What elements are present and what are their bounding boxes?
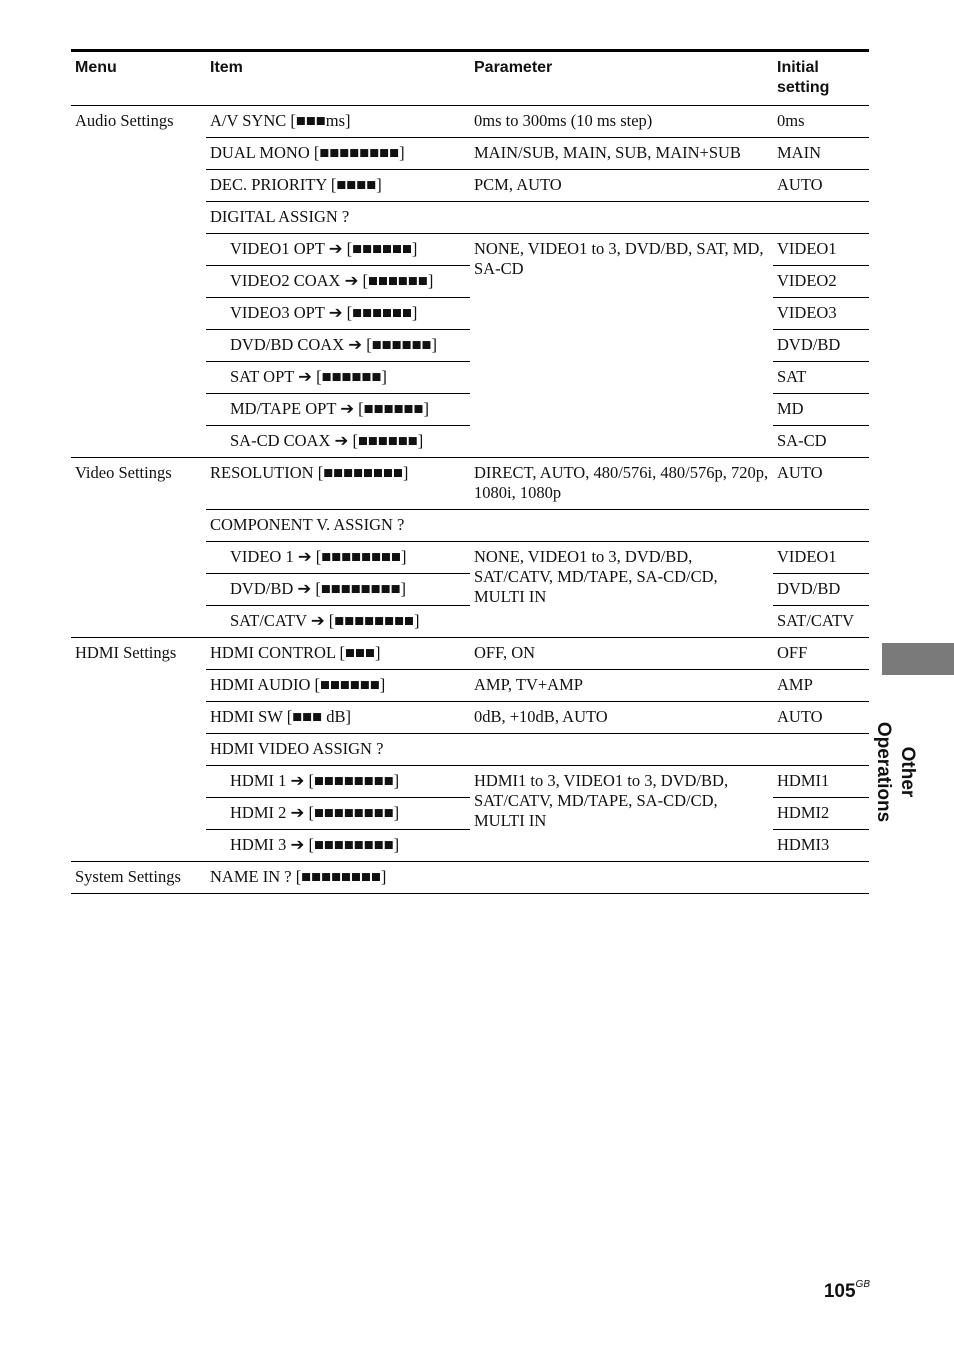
initial-cell: HDMI3 [773,830,869,862]
section-side-label: Other Operations [873,721,918,823]
table-row [71,106,869,138]
initial-cell: MAIN [773,138,869,170]
page-number-value: 105 [823,1281,856,1302]
item-cell: HDMI VIDEO ASSIGN ? [206,734,470,766]
header-initial-setting: Initial setting [773,51,869,106]
header-menu: Menu [71,51,206,106]
item-cell: SAT/CATV ➔ [■■■■■■■■] [206,606,470,638]
initial-cell: VIDEO1 [773,542,869,574]
item-cell: DVD/BD COAX ➔ [■■■■■■] [206,330,470,362]
item-cell: VIDEO1 OPT ➔ [■■■■■■] [206,234,470,266]
item-cell: DEC. PRIORITY [■■■■] [206,170,470,202]
initial-cell: 0ms [773,106,869,138]
item-cell: COMPONENT V. ASSIGN ? [206,510,470,542]
item-cell: MD/TAPE OPT ➔ [■■■■■■] [206,394,470,426]
parameter-cell: 0dB, +10dB, AUTO [470,702,773,734]
table-header-row [71,51,869,106]
item-cell: DVD/BD ➔ [■■■■■■■■] [206,574,470,606]
parameter-cell: NONE, VIDEO1 to 3, DVD/BD, SAT, MD, SA-CD [470,234,773,458]
header-parameter: Parameter [470,51,773,106]
initial-cell: SAT [773,362,869,394]
parameter-cell [470,734,773,766]
initial-cell: HDMI2 [773,798,869,830]
menu-cell: Audio Settings [71,106,206,458]
initial-cell: SA-CD [773,426,869,458]
item-cell: RESOLUTION [■■■■■■■■] [206,458,470,510]
table-row [71,458,869,510]
parameter-cell: HDMI1 to 3, VIDEO1 to 3, DVD/BD, SAT/CATV, MD/TAPE, SA-CD/CD, MULTI IN [470,766,773,862]
parameter-cell: OFF, ON [470,638,773,670]
menu-cell: Video Settings [71,458,206,638]
initial-cell: AUTO [773,458,869,510]
item-cell: VIDEO 1 ➔ [■■■■■■■■] [206,542,470,574]
initial-cell: OFF [773,638,869,670]
parameter-cell: NONE, VIDEO1 to 3, DVD/BD, SAT/CATV, MD/TAPE, SA-CD/CD, MULTI IN [470,542,773,638]
item-cell: HDMI 1 ➔ [■■■■■■■■] [206,766,470,798]
initial-cell: AMP [773,670,869,702]
table-row [71,862,869,894]
item-cell: VIDEO3 OPT ➔ [■■■■■■] [206,298,470,330]
initial-cell [773,202,869,234]
table-row [71,638,869,670]
item-cell: VIDEO2 COAX ➔ [■■■■■■] [206,266,470,298]
page-number [823,1278,870,1303]
initial-cell: AUTO [773,170,869,202]
parameter-cell: MAIN/SUB, MAIN, SUB, MAIN+SUB [470,138,773,170]
parameter-cell: 0ms to 300ms (10 ms step) [470,106,773,138]
section-side-tab [882,643,954,675]
initial-cell: VIDEO3 [773,298,869,330]
item-cell: NAME IN ? [■■■■■■■■] [206,862,470,894]
item-cell: A/V SYNC [■■■ms] [206,106,470,138]
item-cell: HDMI SW [■■■ dB] [206,702,470,734]
initial-cell: DVD/BD [773,330,869,362]
settings-table [71,49,869,894]
initial-cell [773,862,869,894]
item-cell: HDMI 2 ➔ [■■■■■■■■] [206,798,470,830]
initial-cell: DVD/BD [773,574,869,606]
initial-cell [773,510,869,542]
parameter-cell: AMP, TV+AMP [470,670,773,702]
parameter-cell: DIRECT, AUTO, 480/576i, 480/576p, 720p, 1080i, 1080p [470,458,773,510]
initial-cell [773,734,869,766]
parameter-cell [470,202,773,234]
item-cell: HDMI CONTROL [■■■] [206,638,470,670]
parameter-cell: PCM, AUTO [470,170,773,202]
page-number-suffix: GB [855,1278,870,1290]
header-item: Item [206,51,470,106]
item-cell: SA-CD COAX ➔ [■■■■■■] [206,426,470,458]
item-cell: HDMI 3 ➔ [■■■■■■■■] [206,830,470,862]
menu-cell: System Settings [71,862,206,894]
initial-cell: VIDEO2 [773,266,869,298]
parameter-cell [470,510,773,542]
settings-table-container [71,49,869,894]
item-cell: HDMI AUDIO [■■■■■■] [206,670,470,702]
item-cell: DIGITAL ASSIGN ? [206,202,470,234]
initial-cell: AUTO [773,702,869,734]
initial-cell: SAT/CATV [773,606,869,638]
item-cell: SAT OPT ➔ [■■■■■■] [206,362,470,394]
item-cell: DUAL MONO [■■■■■■■■] [206,138,470,170]
initial-cell: VIDEO1 [773,234,869,266]
menu-cell: HDMI Settings [71,638,206,862]
initial-cell: HDMI1 [773,766,869,798]
initial-cell: MD [773,394,869,426]
parameter-cell [470,862,773,894]
